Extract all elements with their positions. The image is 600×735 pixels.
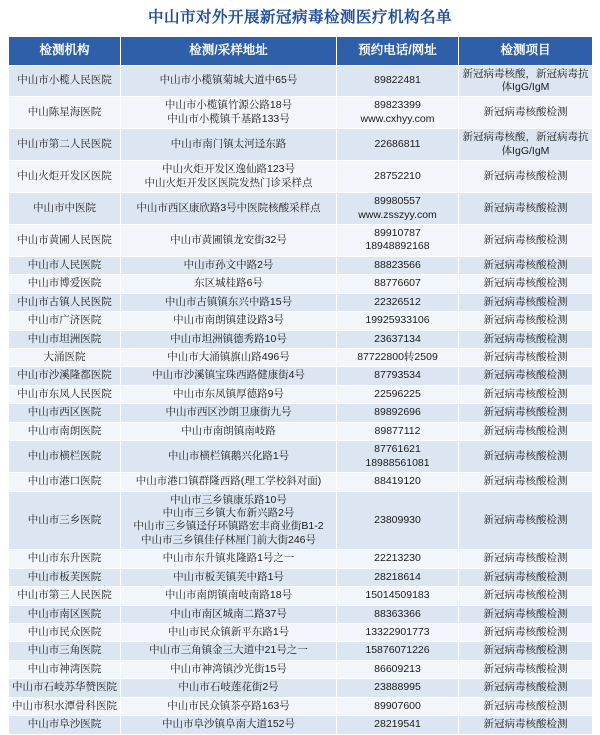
- cell-item: [459, 129, 593, 161]
- cell-item-line: 新冠病毒核酸，新冠病毒抗体IgG/IgM: [462, 67, 589, 94]
- cell-institution: [9, 697, 121, 715]
- cell-institution-line: 中山市中医院: [33, 201, 96, 214]
- table-row: [9, 716, 593, 734]
- cell-item: [459, 293, 593, 311]
- cell-contact[interactable]: [337, 679, 459, 697]
- cell-item: [459, 312, 593, 330]
- cell-contact-line: 89892696: [374, 406, 421, 419]
- cell-contact-line: 22326512: [374, 295, 421, 308]
- cell-institution-line: 中山市人民医院: [27, 258, 102, 271]
- cell-contact-line: 89877112: [374, 424, 421, 437]
- cell-item: [459, 473, 593, 491]
- cell-contact[interactable]: [337, 385, 459, 403]
- cell-institution: [9, 129, 121, 161]
- table-row: [9, 697, 593, 715]
- cell-address: [121, 293, 337, 311]
- cell-item: [459, 275, 593, 293]
- cell-institution: [9, 97, 121, 129]
- cell-contact[interactable]: [337, 568, 459, 586]
- table-row: [9, 385, 593, 403]
- cell-institution-line: 中山市三角医院: [27, 644, 102, 657]
- cell-item-line: 新冠病毒核酸检测: [483, 387, 568, 400]
- cell-contact[interactable]: [337, 697, 459, 715]
- cell-contact[interactable]: [337, 441, 459, 473]
- table-row: [9, 422, 593, 440]
- cell-address-line: 中山市小榄镇千基路133号: [167, 112, 290, 125]
- cell-institution: [9, 568, 121, 586]
- cell-institution: [9, 550, 121, 568]
- cell-item: [459, 605, 593, 623]
- cell-contact[interactable]: [337, 193, 459, 225]
- cell-item-line: 新冠病毒核酸检测: [483, 475, 568, 488]
- cell-institution: [9, 491, 121, 550]
- table-row: [9, 660, 593, 678]
- table-row: [9, 193, 593, 225]
- cell-institution-line: 中山市广济医院: [27, 314, 102, 327]
- cell-contact[interactable]: [337, 293, 459, 311]
- cell-address-line: 中山市神湾镇沙光街15号: [170, 662, 287, 675]
- cell-contact-line: 22213230: [374, 552, 421, 565]
- cell-contact-line: 18948892168: [365, 240, 430, 253]
- cell-item-line: 新冠病毒核酸，新冠病毒抗体IgG/IgM: [462, 131, 589, 157]
- cell-contact[interactable]: [337, 642, 459, 660]
- cell-item-line: 新冠病毒核酸检测: [483, 662, 568, 675]
- cell-address-line: 中山火炬开发区医院发热门诊采样点: [144, 176, 313, 189]
- table-header: [9, 36, 593, 65]
- cell-institution-line: 中山市横栏医院: [27, 449, 102, 462]
- cell-contact[interactable]: [337, 660, 459, 678]
- table-row: [9, 97, 593, 129]
- cell-item-line: 新冠病毒核酸检测: [483, 406, 568, 419]
- cell-address: [121, 97, 337, 129]
- cell-item: [459, 491, 593, 550]
- cell-address-line: 中山市三乡镇佳仔林厘门前大街246号: [140, 533, 317, 546]
- cell-address-line: 中山市大涌镇旗山路496号: [167, 351, 290, 364]
- cell-address-line: 中山市三角镇金三大道中21号之一: [149, 644, 308, 657]
- cell-address-line: 中山市沙溪镇宝珠西路健康街4号: [152, 369, 305, 382]
- table-row: [9, 568, 593, 586]
- column-header-item: 检测项目: [459, 36, 593, 65]
- page-title: 中山市对外开展新冠病毒检测医疗机构名单: [147, 9, 452, 26]
- cell-address-line: 中山市黄圃镇龙安街32号: [170, 233, 287, 246]
- cell-address: [121, 587, 337, 605]
- cell-contact-line: 89823399: [374, 99, 421, 112]
- cell-item: [459, 385, 593, 403]
- table-row: [9, 224, 593, 256]
- cell-address: [121, 441, 337, 473]
- cell-institution-line: 中山市黄圃人民医院: [17, 233, 112, 246]
- cell-address-line: 中山市三乡镇康乐路10号: [170, 493, 287, 506]
- cell-item: [459, 624, 593, 642]
- cell-contact[interactable]: [337, 422, 459, 440]
- cell-contact-line: 23809930: [374, 513, 421, 526]
- cell-address: [121, 642, 337, 660]
- table-row: [9, 550, 593, 568]
- cell-item: [459, 587, 593, 605]
- table-row: [9, 491, 593, 550]
- table-row: [9, 293, 593, 311]
- cell-contact[interactable]: [337, 491, 459, 550]
- cell-item: [459, 349, 593, 367]
- cell-contact-line: 87761621: [374, 443, 421, 456]
- cell-address-line: 中山市小榄镇菊城大道中65号: [159, 74, 298, 87]
- table-row: [9, 624, 593, 642]
- cell-address-line: 中山市坦洲镇德秀路10号: [170, 332, 287, 345]
- cell-contact-line: 28752210: [374, 169, 421, 182]
- cell-institution: [9, 65, 121, 97]
- cell-item-line: 新冠病毒核酸检测: [483, 607, 568, 620]
- cell-contact[interactable]: [337, 161, 459, 193]
- table-body: [9, 65, 593, 734]
- cell-institution-line: 中山市小榄人民医院: [17, 74, 112, 87]
- cell-contact[interactable]: [337, 256, 459, 274]
- cell-address: [121, 491, 337, 550]
- cell-address: [121, 349, 337, 367]
- cell-contact-line: 88419120: [374, 475, 421, 488]
- table-row: [9, 367, 593, 385]
- cell-address: [121, 224, 337, 256]
- cell-institution-line: 中山市积水潭骨科医院: [12, 699, 117, 712]
- table-row: [9, 473, 593, 491]
- cell-contact-line: 13322901773: [365, 626, 430, 639]
- table-row: [9, 679, 593, 697]
- table-row: [9, 256, 593, 274]
- cell-address: [121, 660, 337, 678]
- cell-address: [121, 624, 337, 642]
- cell-contact-line: 23888995: [374, 681, 421, 694]
- cell-address-line: 中山市西区沙朗卫康街九号: [165, 406, 292, 419]
- cell-address: [121, 161, 337, 193]
- cell-institution: [9, 293, 121, 311]
- cell-contact[interactable]: [337, 330, 459, 348]
- cell-item: [459, 716, 593, 734]
- cell-address-line: 中山市南区城南二路37号: [170, 607, 287, 620]
- cell-institution-line: 中山市板芙医院: [27, 570, 102, 583]
- cell-contact[interactable]: [337, 550, 459, 568]
- cell-contact[interactable]: [337, 224, 459, 256]
- cell-address: [121, 550, 337, 568]
- cell-institution: [9, 679, 121, 697]
- cell-contact-line: 89980557: [374, 195, 421, 208]
- cell-item-line: 新冠病毒核酸检测: [483, 644, 568, 657]
- cell-item: [459, 65, 593, 97]
- cell-address-line: 中山市东升镇兆隆路1号之一: [162, 552, 295, 565]
- cell-institution-line: 中山市南朗医院: [27, 424, 102, 437]
- cell-institution: [9, 624, 121, 642]
- cell-item-line: 新冠病毒核酸检测: [483, 295, 568, 308]
- cell-institution-line: 中山市东升医院: [27, 552, 102, 565]
- table-row: [9, 65, 593, 97]
- cell-address: [121, 568, 337, 586]
- table-row: [9, 349, 593, 367]
- cell-contact-line: 23637134: [374, 332, 421, 345]
- cell-item-line: 新冠病毒核酸检测: [483, 277, 568, 290]
- cell-item-line: 新冠病毒核酸检测: [483, 626, 568, 639]
- cell-institution-line: 中山市西区医院: [27, 406, 102, 419]
- cell-item-line: 新冠病毒核酸检测: [483, 570, 568, 583]
- cell-contact[interactable]: [337, 312, 459, 330]
- cell-contact[interactable]: [337, 129, 459, 161]
- cell-contact-line: 88823566: [374, 258, 421, 271]
- cell-contact-line: 88363366: [374, 607, 421, 620]
- table-row: [9, 129, 593, 161]
- cell-item: [459, 679, 593, 697]
- cell-item: [459, 441, 593, 473]
- cell-contact[interactable]: [337, 65, 459, 97]
- cell-contact[interactable]: [337, 605, 459, 623]
- cell-institution-line: 中山市第三人民医院: [17, 589, 112, 602]
- cell-contact[interactable]: [337, 97, 459, 129]
- cell-institution: [9, 587, 121, 605]
- cell-institution-line: 大涌医院: [43, 351, 86, 364]
- cell-institution-line: 中山市第二人民医院: [17, 138, 112, 151]
- cell-institution: [9, 224, 121, 256]
- table-row: [9, 404, 593, 422]
- cell-address-line: 中山市南朗镇南岐南路18号: [164, 589, 293, 602]
- cell-institution-line: 中山市博爱医院: [27, 277, 102, 290]
- cell-item-line: 新冠病毒核酸检测: [483, 513, 568, 526]
- cell-institution-line: 中山火炬开发区医院: [17, 169, 112, 182]
- cell-institution: [9, 422, 121, 440]
- cell-institution: [9, 441, 121, 473]
- cell-address: [121, 385, 337, 403]
- cell-address-line: 中山市石岐莲花街2号: [178, 681, 279, 694]
- cell-institution: [9, 404, 121, 422]
- cell-item: [459, 193, 593, 225]
- cell-contact-line: www.cxhyy.com: [360, 112, 435, 125]
- cell-contact-line: 22596225: [374, 387, 421, 400]
- cell-contact-line: 19925933106: [365, 314, 430, 327]
- cell-item-line: 新冠病毒核酸检测: [483, 552, 568, 565]
- cell-institution: [9, 161, 121, 193]
- cell-item: [459, 550, 593, 568]
- cell-contact-line: 87793534: [374, 369, 421, 382]
- cell-address: [121, 422, 337, 440]
- cell-contact[interactable]: [337, 587, 459, 605]
- cell-institution-line: 中山市民众医院: [27, 626, 102, 639]
- cell-item-line: 新冠病毒核酸检测: [483, 106, 568, 119]
- cell-institution-line: 中山市港口医院: [27, 475, 102, 488]
- cell-address-line: 中山市民众镇茶亭路163号: [167, 699, 290, 712]
- cell-item: [459, 697, 593, 715]
- cell-institution: [9, 660, 121, 678]
- cell-contact-line: 87722800转2509: [357, 351, 438, 364]
- cell-address: [121, 605, 337, 623]
- cell-item-line: 新冠病毒核酸检测: [483, 681, 568, 694]
- table-row: [9, 312, 593, 330]
- cell-address: [121, 679, 337, 697]
- cell-institution: [9, 716, 121, 734]
- cell-institution: [9, 642, 121, 660]
- cell-contact[interactable]: [337, 367, 459, 385]
- cell-institution-line: 中山市三乡医院: [27, 513, 102, 526]
- cell-address-line: 中山市古镇镇东兴中路15号: [164, 295, 293, 308]
- cell-contact-line: 28218614: [374, 570, 421, 583]
- cell-contact-line: 86609213: [374, 662, 421, 675]
- cell-contact[interactable]: [337, 473, 459, 491]
- table-row: [9, 605, 593, 623]
- testing-institutions-table: [8, 36, 593, 735]
- cell-address-line: 中山市民众镇新平东路1号: [167, 626, 290, 639]
- cell-item-line: 新冠病毒核酸检测: [483, 258, 568, 271]
- column-header-contact: 预约电话/网址: [337, 36, 459, 65]
- cell-item-line: 新冠病毒核酸检测: [483, 424, 568, 437]
- cell-address-line: 东区城桂路6号: [194, 277, 263, 290]
- cell-institution-line: 中山陈星海医院: [27, 106, 102, 119]
- cell-address-line: 中山市横栏镇鹅兴化路1号: [167, 449, 290, 462]
- cell-address-line: 中山市西区康欣路3号中医院核酸采样点: [136, 201, 321, 214]
- table-row: [9, 275, 593, 293]
- cell-institution-line: 中山市南区医院: [27, 607, 102, 620]
- cell-contact-line: 18988561081: [365, 456, 430, 469]
- cell-address-line: 中山市阜沙镇阜南大道152号: [161, 718, 296, 731]
- cell-item: [459, 660, 593, 678]
- cell-institution: [9, 256, 121, 274]
- cell-address: [121, 65, 337, 97]
- cell-item: [459, 642, 593, 660]
- cell-contact[interactable]: [337, 624, 459, 642]
- cell-address: [121, 404, 337, 422]
- cell-institution: [9, 367, 121, 385]
- cell-address-line: 中山市南门镇太河迳东路: [170, 138, 287, 151]
- cell-item-line: 新冠病毒核酸检测: [483, 449, 568, 462]
- cell-institution: [9, 349, 121, 367]
- cell-address-line: 中山火炬开发区逸仙路123号: [161, 163, 296, 176]
- cell-institution-line: 中山市石岐苏华赞医院: [12, 681, 117, 694]
- cell-institution-line: 中山市坦洲医院: [27, 332, 102, 345]
- cell-address-line: 中山市三乡镇迳仔环镇路宏丰商业街B1-2: [133, 520, 324, 533]
- cell-address-line: 中山市南朗镇南岐路: [181, 424, 276, 437]
- cell-item: [459, 404, 593, 422]
- cell-address: [121, 330, 337, 348]
- cell-institution-line: 中山市神湾医院: [27, 662, 102, 675]
- cell-address: [121, 716, 337, 734]
- table-row: [9, 330, 593, 348]
- cell-contact[interactable]: [337, 716, 459, 734]
- cell-address-line: 中山市港口镇群隆西路(理工学校斜对面): [135, 475, 322, 488]
- cell-item-line: 新冠病毒核酸检测: [483, 589, 568, 602]
- cell-address-line: 中山市南朗镇建设路3号: [173, 314, 284, 327]
- cell-item: [459, 161, 593, 193]
- cell-address-line: 中山市三乡镇大布新兴路2号: [162, 506, 295, 519]
- table-row: [9, 587, 593, 605]
- cell-institution-line: 中山市东凤人民医院: [17, 387, 112, 400]
- cell-item-line: 新冠病毒核酸检测: [483, 699, 568, 712]
- cell-item-line: 新冠病毒核酸检测: [483, 201, 568, 214]
- cell-address: [121, 129, 337, 161]
- cell-address: [121, 193, 337, 225]
- column-header-address: 检测/采样地址: [121, 36, 337, 65]
- cell-contact-line: www.zsszyy.com: [358, 208, 437, 221]
- table-header-row: [9, 36, 593, 65]
- cell-contact-line: 89907600: [374, 699, 421, 712]
- cell-item-line: 新冠病毒核酸检测: [483, 369, 568, 382]
- cell-contact-line: 89910787: [374, 226, 421, 239]
- cell-contact-line: 89822481: [374, 74, 421, 87]
- cell-address: [121, 367, 337, 385]
- cell-institution: [9, 330, 121, 348]
- cell-institution: [9, 193, 121, 225]
- cell-item: [459, 224, 593, 256]
- cell-institution: [9, 605, 121, 623]
- cell-address: [121, 312, 337, 330]
- cell-item-line: 新冠病毒核酸检测: [483, 718, 568, 731]
- cell-institution-line: 中山市沙溪隆都医院: [17, 369, 112, 382]
- cell-institution: [9, 473, 121, 491]
- column-header-institution: 检测机构: [9, 36, 121, 65]
- cell-contact-line: 28219541: [374, 718, 421, 731]
- cell-address-line: 中山市板芙镇芙中路1号: [173, 570, 284, 583]
- table-row: [9, 642, 593, 660]
- cell-item-line: 新冠病毒核酸检测: [483, 332, 568, 345]
- table-row: [9, 161, 593, 193]
- cell-item: [459, 256, 593, 274]
- cell-item: [459, 367, 593, 385]
- cell-item: [459, 422, 593, 440]
- cell-institution: [9, 385, 121, 403]
- cell-item-line: 新冠病毒核酸检测: [483, 169, 568, 182]
- cell-address: [121, 473, 337, 491]
- cell-item: [459, 330, 593, 348]
- cell-contact[interactable]: [337, 275, 459, 293]
- table-row: [9, 441, 593, 473]
- cell-item: [459, 568, 593, 586]
- cell-contact-line: 22686811: [374, 138, 421, 151]
- cell-contact[interactable]: [337, 404, 459, 422]
- cell-contact-line: 15876071226: [365, 644, 430, 657]
- cell-address: [121, 256, 337, 274]
- cell-contact-line: 15014509183: [365, 589, 430, 602]
- cell-address: [121, 275, 337, 293]
- cell-institution-line: 中山市阜沙医院: [27, 718, 102, 731]
- cell-address-line: 中山市东凤镇厚德路9号: [173, 387, 284, 400]
- cell-address-line: 中山市孙文中路2号: [183, 258, 274, 271]
- cell-item-line: 新冠病毒核酸检测: [483, 314, 568, 327]
- cell-institution: [9, 275, 121, 293]
- cell-contact-line: 88776607: [374, 277, 421, 290]
- cell-item-line: 新冠病毒核酸检测: [483, 351, 568, 364]
- cell-institution-line: 中山市古镇人民医院: [17, 295, 112, 308]
- cell-item: [459, 97, 593, 129]
- cell-contact[interactable]: [337, 349, 459, 367]
- cell-address-line: 中山市小榄镇竹源公路18号: [164, 99, 293, 112]
- cell-institution: [9, 312, 121, 330]
- cell-item-line: 新冠病毒核酸检测: [483, 233, 568, 246]
- cell-address: [121, 697, 337, 715]
